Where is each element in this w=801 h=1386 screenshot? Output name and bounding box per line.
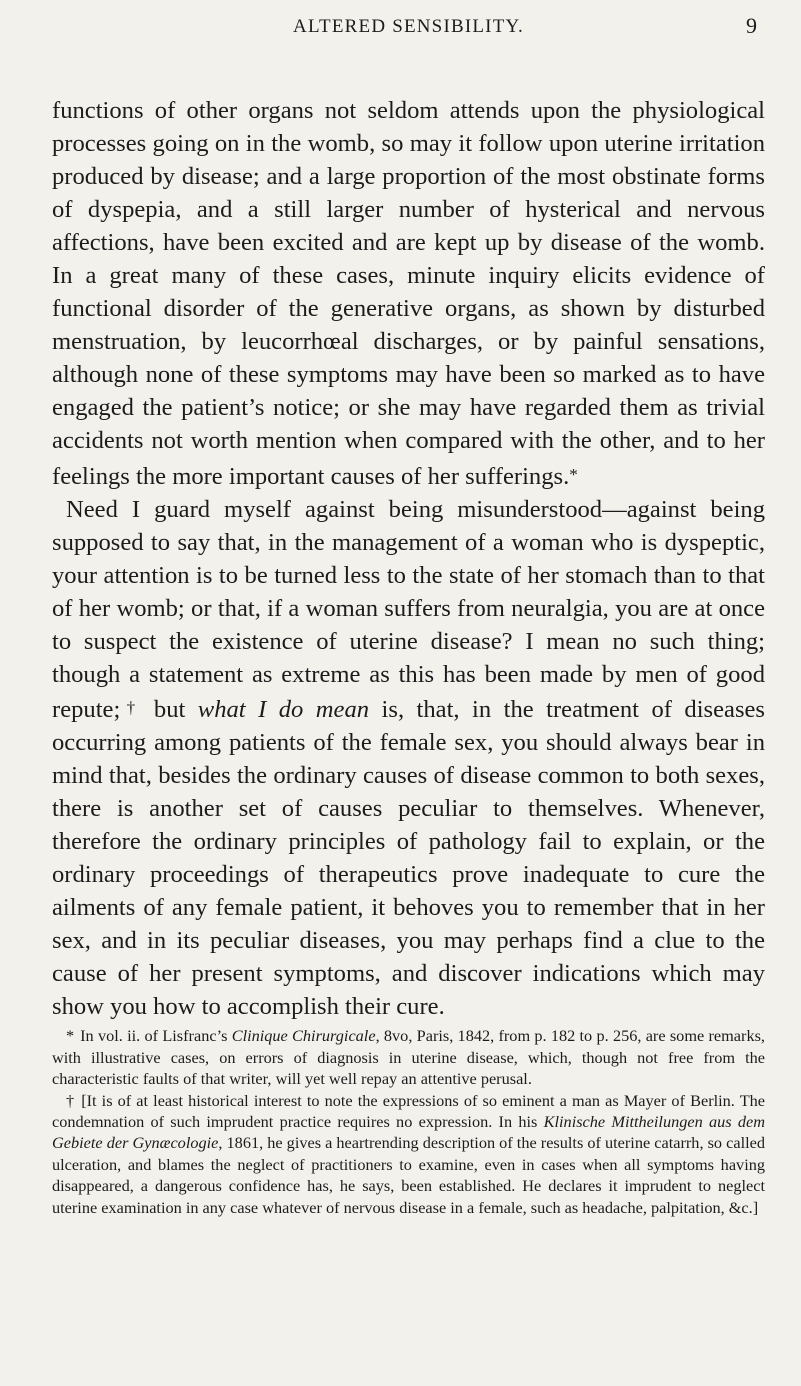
- footnote-2: [52, 1090, 765, 1218]
- footnote-1-text-b: , 8vo, Paris, 1842, from p. 182 to p. 256, are some remarks, with illustrative cases, on errors of diagnosis in uterine disease, which, though not free from the characteristic faults of that writer, will yet well repay an attentive perusal.: [52, 1026, 765, 1089]
- paragraph-2-text-a: Need I guard myself against being misunderstood—against being supposed to say that, in the management of a woman who is dyspeptic, your attention is to be turned less to the state of her stomach than to that of her womb; or that, if a woman suffers from neuralgia, you are at once to suspect the existence of uterine disease? I mean no such thing; though a statement as extreme as this has been made by men of good repute;: [52, 495, 765, 723]
- footnote-1: [52, 1025, 765, 1089]
- footnotes: [52, 1025, 765, 1218]
- footnote-2-text-a: [It is of at least historical interest to note the expressions of so eminent a man as Mayer of Berlin. The condemnation of such imprudent practice requires no expression. In his: [52, 1090, 766, 1131]
- paragraph-2: [52, 493, 765, 1024]
- paragraph-2-text-b: but: [141, 695, 198, 723]
- paragraph-1-text: functions of other organs not seldom attends upon the physiological processes going on in the womb, so may it follow upon uterine irritation produced by disease; and a large proportion of the most obstinate forms of dyspepia, and a still larger number of hysterical and nervous affections, have been excited and are kept up by disease of the womb. In a great many of these cases, minute inquiry elicits evidence of functional disorder of the generative organs, as shown by disturbed menstruation, by leucorrhœal discharges, or by painful sensations, although none of these symptoms may have been so marked as to have engaged the patient’s notice; or she may have regarded them as trivial accidents not worth mention when compared with the other, and to her feelings the more important causes of her sufferings.: [52, 97, 765, 490]
- footnote-2-text-b: , 1861, he gives a heartrending description of the results of uterine catarrh, so called ulceration, and blames the neglect of practitioners to examine, even in cases when all symptoms having disappeared, a dangerous confidence has, he says, been established. He declares it imprudent to neglect uterine examination in any case whatever of nervous disease in a female, such as headache, palpitation, &c.]: [52, 1133, 766, 1217]
- footnote-1-mark: *: [66, 1026, 75, 1046]
- running-head: [52, 0, 765, 50]
- footnote-ref-2: †: [120, 697, 142, 717]
- footnote-2-mark: †: [66, 1090, 76, 1110]
- running-title: ALTERED SENSIBILITY.: [293, 16, 524, 37]
- footnote-ref-1: *: [569, 464, 578, 484]
- footnote-1-title: Clinique Chirurgicale: [231, 1026, 376, 1046]
- body-text: [52, 94, 765, 1023]
- page-number: 9: [746, 13, 757, 38]
- paragraph-2-emphasis: what I do mean: [197, 695, 370, 723]
- footnote-2-title: Klinische Mittheilungen aus dem Gebiete der Gynæcologie: [52, 1111, 765, 1153]
- paragraph-1: [52, 94, 765, 493]
- paragraph-2-text-c: is, that, in the treatment of diseases occurring among patients of the female sex, you should always bear in mind that, besides the ordinary causes of disease common to both sexes, there is another set of causes peculiar to themselves. Whenever, therefore the ordinary principles of pathology fail to explain, or the ordinary proceedings of therapeutics prove inadequate to cure the ailments of any female patient, it behoves you to remember that in her sex, and in its peculiar diseases, you may perhaps find a clue to the cause of her present symptoms, and discover indications which may show you how to accomplish their cure.: [52, 695, 766, 1021]
- footnote-1-text-a: In vol. ii. of Lisfranc’s: [80, 1026, 232, 1046]
